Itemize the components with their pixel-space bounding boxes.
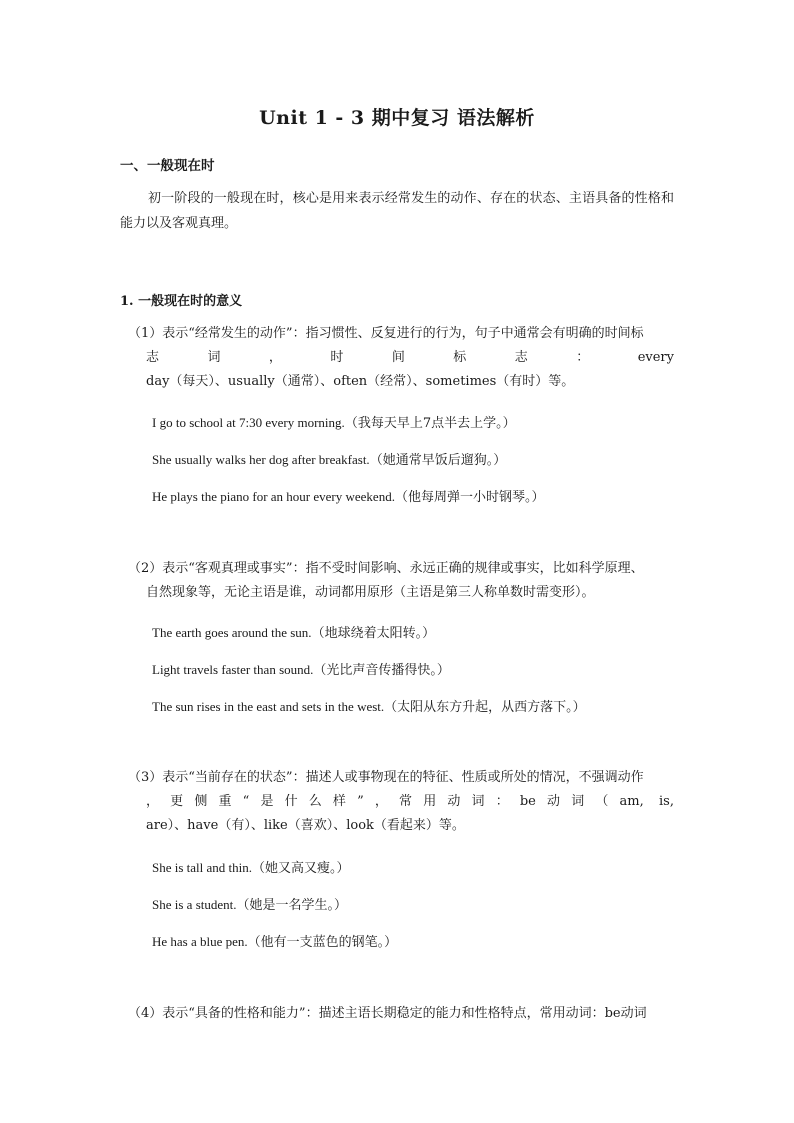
example-zh: （我每天早上7点半去上学。） (344, 416, 516, 431)
example-en: She is tall and thin. (152, 860, 253, 875)
example-sentence (152, 894, 347, 913)
example-sentence (152, 659, 450, 678)
example-en: He plays the piano for an hour every weekend. (152, 489, 395, 504)
example-zh: （她又高又瘦。） (252, 861, 350, 876)
example-sentence (152, 449, 506, 468)
example-zh: （太阳从东方升起，从西方落下。） (384, 700, 586, 715)
example-sentence (152, 622, 435, 641)
example-en: The earth goes around the sun. (152, 625, 312, 640)
example-zh: （地球绕着太阳转。） (311, 626, 436, 641)
example-en: She is a student. (152, 897, 237, 912)
usage-item-3-line1: （3）表示“当前存在的状态”：描述人或事物现在的特征、性质或所处的情况，不强调动作 (128, 770, 644, 785)
usage-item-4-line1: （4）表示“具备的性格和能力”：描述主语长期稳定的能力和性格特点，常用动词：be动词 (128, 1006, 647, 1021)
example-zh: （他每周弹一小时钢琴。） (394, 490, 545, 505)
usage-item-1 (128, 322, 674, 394)
usage-item-2 (128, 557, 674, 605)
document-title: Unit 1 - 3 期中复习 语法解析 (259, 107, 535, 129)
example-sentence (152, 931, 397, 950)
example-zh: （她通常早饭后遛狗。） (369, 453, 507, 468)
usage-item-2-line1: （2）表示“客观真理或事实”：指不受时间影响、永远正确的规律或事实，比如科学原理、 (128, 561, 644, 576)
usage-item-1-line1: （1）表示“经常发生的动作”：指习惯性、反复进行的行为，句子中通常会有明确的时间标 (128, 326, 644, 341)
usage-item-3-line2: ，更侧重“是什么样”，常用动词：be动词（am, is, (146, 794, 674, 809)
example-sentence (152, 857, 350, 876)
example-sentence (152, 486, 544, 505)
section-intro: 初一阶段的一般现在时，核心是用来表示经常发生的动作、存在的状态、主语具备的性格和能力以及客观真理。 (120, 191, 674, 231)
example-sentence (152, 696, 586, 715)
example-en: She usually walks her dog after breakfast. (152, 452, 370, 467)
example-en: The sun rises in the east and sets in the west. (152, 699, 385, 714)
example-en: Light travels faster than sound. (152, 662, 314, 677)
usage-item-2-line2: 自然现象等，无论主语是谁，动词都用原形（主语是第三人称单数时需变形）。 (146, 585, 595, 600)
usage-item-1-line3: day（每天）、usually（通常）、often（经常）、sometimes（有时）等。 (146, 374, 575, 389)
example-en: I go to school at 7:30 every morning. (152, 415, 345, 430)
example-zh: （她是一名学生。） (236, 898, 348, 913)
example-zh: （他有一支蓝色的钢笔。） (247, 935, 398, 950)
section-heading: 一、一般现在时 (120, 158, 215, 174)
example-en: He has a blue pen. (152, 934, 248, 949)
subsection-heading: 1. 一般现在时的意义 (120, 294, 243, 309)
usage-item-4 (128, 1002, 674, 1026)
usage-item-1-line2: 志 词 ， 时 间 标 志 ： every (146, 350, 674, 365)
example-sentence (152, 412, 516, 431)
usage-item-3 (128, 766, 674, 838)
example-zh: （光比声音传播得快。） (313, 663, 450, 678)
usage-item-3-line3: are）、have（有）、like（喜欢）、look（看起来）等。 (146, 818, 465, 833)
